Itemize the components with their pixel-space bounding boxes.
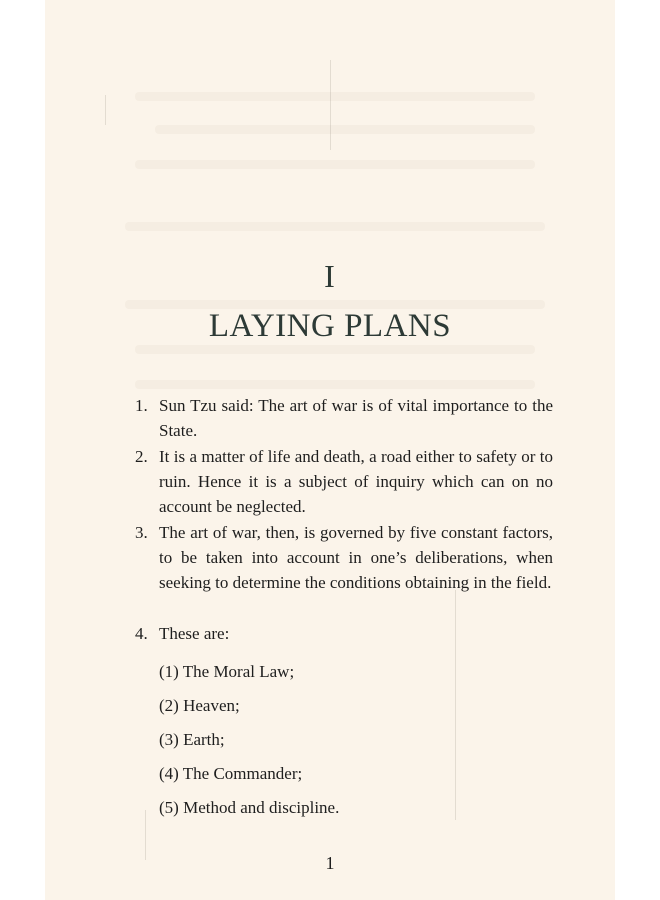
paragraph-text: It is a matter of life and death, a road either to safety or to ruin. Hence it is a subject of inquiry which can on no account be neglected.: [159, 447, 553, 516]
factor-earth: (3) Earth;: [159, 730, 225, 749]
show-through-line: [135, 160, 535, 169]
paragraph-4: [135, 621, 553, 646]
paragraph-text: Sun Tzu said: The art of war is of vital importance to the State.: [159, 396, 553, 440]
factor-method-discipline: (5) Method and discipline.: [159, 798, 340, 817]
paragraph-2: [135, 444, 553, 519]
factor-moral-law: (1) The Moral Law;: [159, 662, 295, 681]
paragraph-number: 2.: [135, 447, 148, 466]
chapter-number: I: [324, 258, 336, 294]
show-through-line: [135, 345, 535, 354]
show-through-line: [155, 125, 535, 134]
show-through-line: [330, 60, 331, 150]
page-number: 1: [325, 853, 335, 873]
chapter-title: LAYING PLANS: [208, 308, 452, 344]
factor-heaven: (2) Heaven;: [159, 696, 240, 715]
show-through-line: [105, 95, 106, 125]
show-through-line: [135, 380, 535, 389]
paragraph-text: The art of war, then, is governed by five constant factors, to be taken into account in one’s deliberations, when seeking to determine the conditions obtaining in the field.: [159, 523, 553, 592]
paragraph-number: 1.: [135, 396, 148, 415]
show-through-line: [135, 92, 535, 101]
factor-commander: (4) The Commander;: [159, 764, 303, 783]
show-through-line: [125, 222, 545, 231]
paragraph-1: [135, 393, 553, 443]
paragraph-number: 4.: [135, 624, 148, 643]
paragraph-text: These are:: [159, 624, 230, 643]
paragraph-3: [135, 520, 553, 595]
paragraph-number: 3.: [135, 523, 148, 542]
